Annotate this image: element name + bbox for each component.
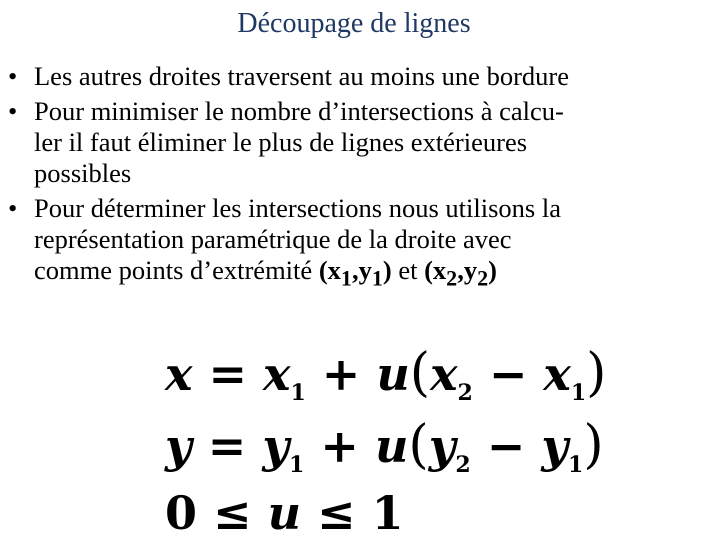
point-2-open: (x (424, 255, 447, 285)
bullet-line: possibles (34, 158, 132, 188)
eq2-minus: − (470, 419, 542, 473)
eq1-term: x (263, 347, 291, 401)
slide-title: Découpage de lignes (237, 8, 471, 39)
eq2-lhs: y (165, 419, 192, 473)
eq1-lhs: x (165, 347, 193, 401)
eq1-rparen: ) (586, 343, 607, 403)
eq1-equals: = (192, 347, 264, 401)
eq3-u: u (267, 486, 302, 540)
eq1-b: x (543, 347, 571, 401)
eq3-le-left: ≤ (197, 486, 268, 540)
point-2-mid: ,y (457, 255, 478, 285)
bullet-line-with-points (34, 255, 708, 293)
point-2-sub-x: 2 (446, 265, 458, 291)
eq1-term-sub: 1 (290, 380, 306, 406)
eq2-a-sub: 2 (455, 452, 471, 478)
bullet-line: Les autres droites traversent au moins une bordure (34, 61, 569, 91)
eq2-u: u (374, 419, 409, 473)
eq3-one: 1 (371, 486, 404, 540)
eq2-a: y (428, 419, 456, 473)
eq2-term-sub: 1 (289, 452, 305, 478)
bullet-line: Pour déterminer les intersections nous utilisons la (34, 193, 561, 223)
point-1-close: ) (382, 255, 392, 285)
point-1-sub-y: 1 (371, 265, 383, 291)
eq1-a: x (430, 347, 458, 401)
point-1-mid: ,y (351, 255, 372, 285)
equation-u-range (165, 486, 404, 540)
eq2-plus: + (304, 419, 375, 473)
equation-y (165, 415, 604, 488)
bullet-list (8, 61, 708, 297)
eq1-plus: + (305, 347, 377, 401)
eq2-equals: = (191, 419, 263, 473)
eq3-zero: 0 (165, 486, 198, 540)
bullet-line: Pour minimiser le nombre d’intersections à calcu- (34, 96, 564, 126)
point-1-open: (x (318, 255, 341, 285)
bullet-line: ler il faut éliminer le plus de lignes extérieures (34, 127, 528, 157)
eq1-minus: − (472, 347, 544, 401)
point-2-sub-y: 2 (477, 265, 489, 291)
point-2 (424, 255, 497, 291)
point-2-close: ) (488, 255, 497, 285)
point-1-sub-x: 1 (340, 265, 352, 291)
bullet-item (8, 96, 708, 189)
points-prefix: comme points d’extrémité (34, 255, 319, 285)
bullet-dot: • (8, 61, 18, 91)
eq1-a-sub: 2 (457, 380, 473, 406)
points-conjunction: et (391, 255, 425, 285)
point-1 (318, 255, 392, 291)
eq1-lparen: ( (409, 343, 431, 403)
equation-x (165, 343, 607, 416)
eq1-b-sub: 1 (570, 380, 587, 406)
eq3-le-right: ≤ (301, 486, 372, 540)
bullet-dot: • (8, 96, 18, 126)
eq2-rparen: ) (583, 415, 604, 475)
eq2-b-sub: 1 (568, 452, 584, 478)
bullet-item (8, 193, 708, 293)
bullet-line: représentation paramétrique de la droite avec (34, 224, 512, 254)
eq2-lparen: ( (408, 415, 429, 475)
eq2-term: y (262, 419, 290, 473)
eq2-b: y (541, 419, 569, 473)
bullet-dot: • (8, 193, 18, 223)
eq1-u: u (376, 347, 410, 401)
bullet-item (8, 61, 708, 92)
